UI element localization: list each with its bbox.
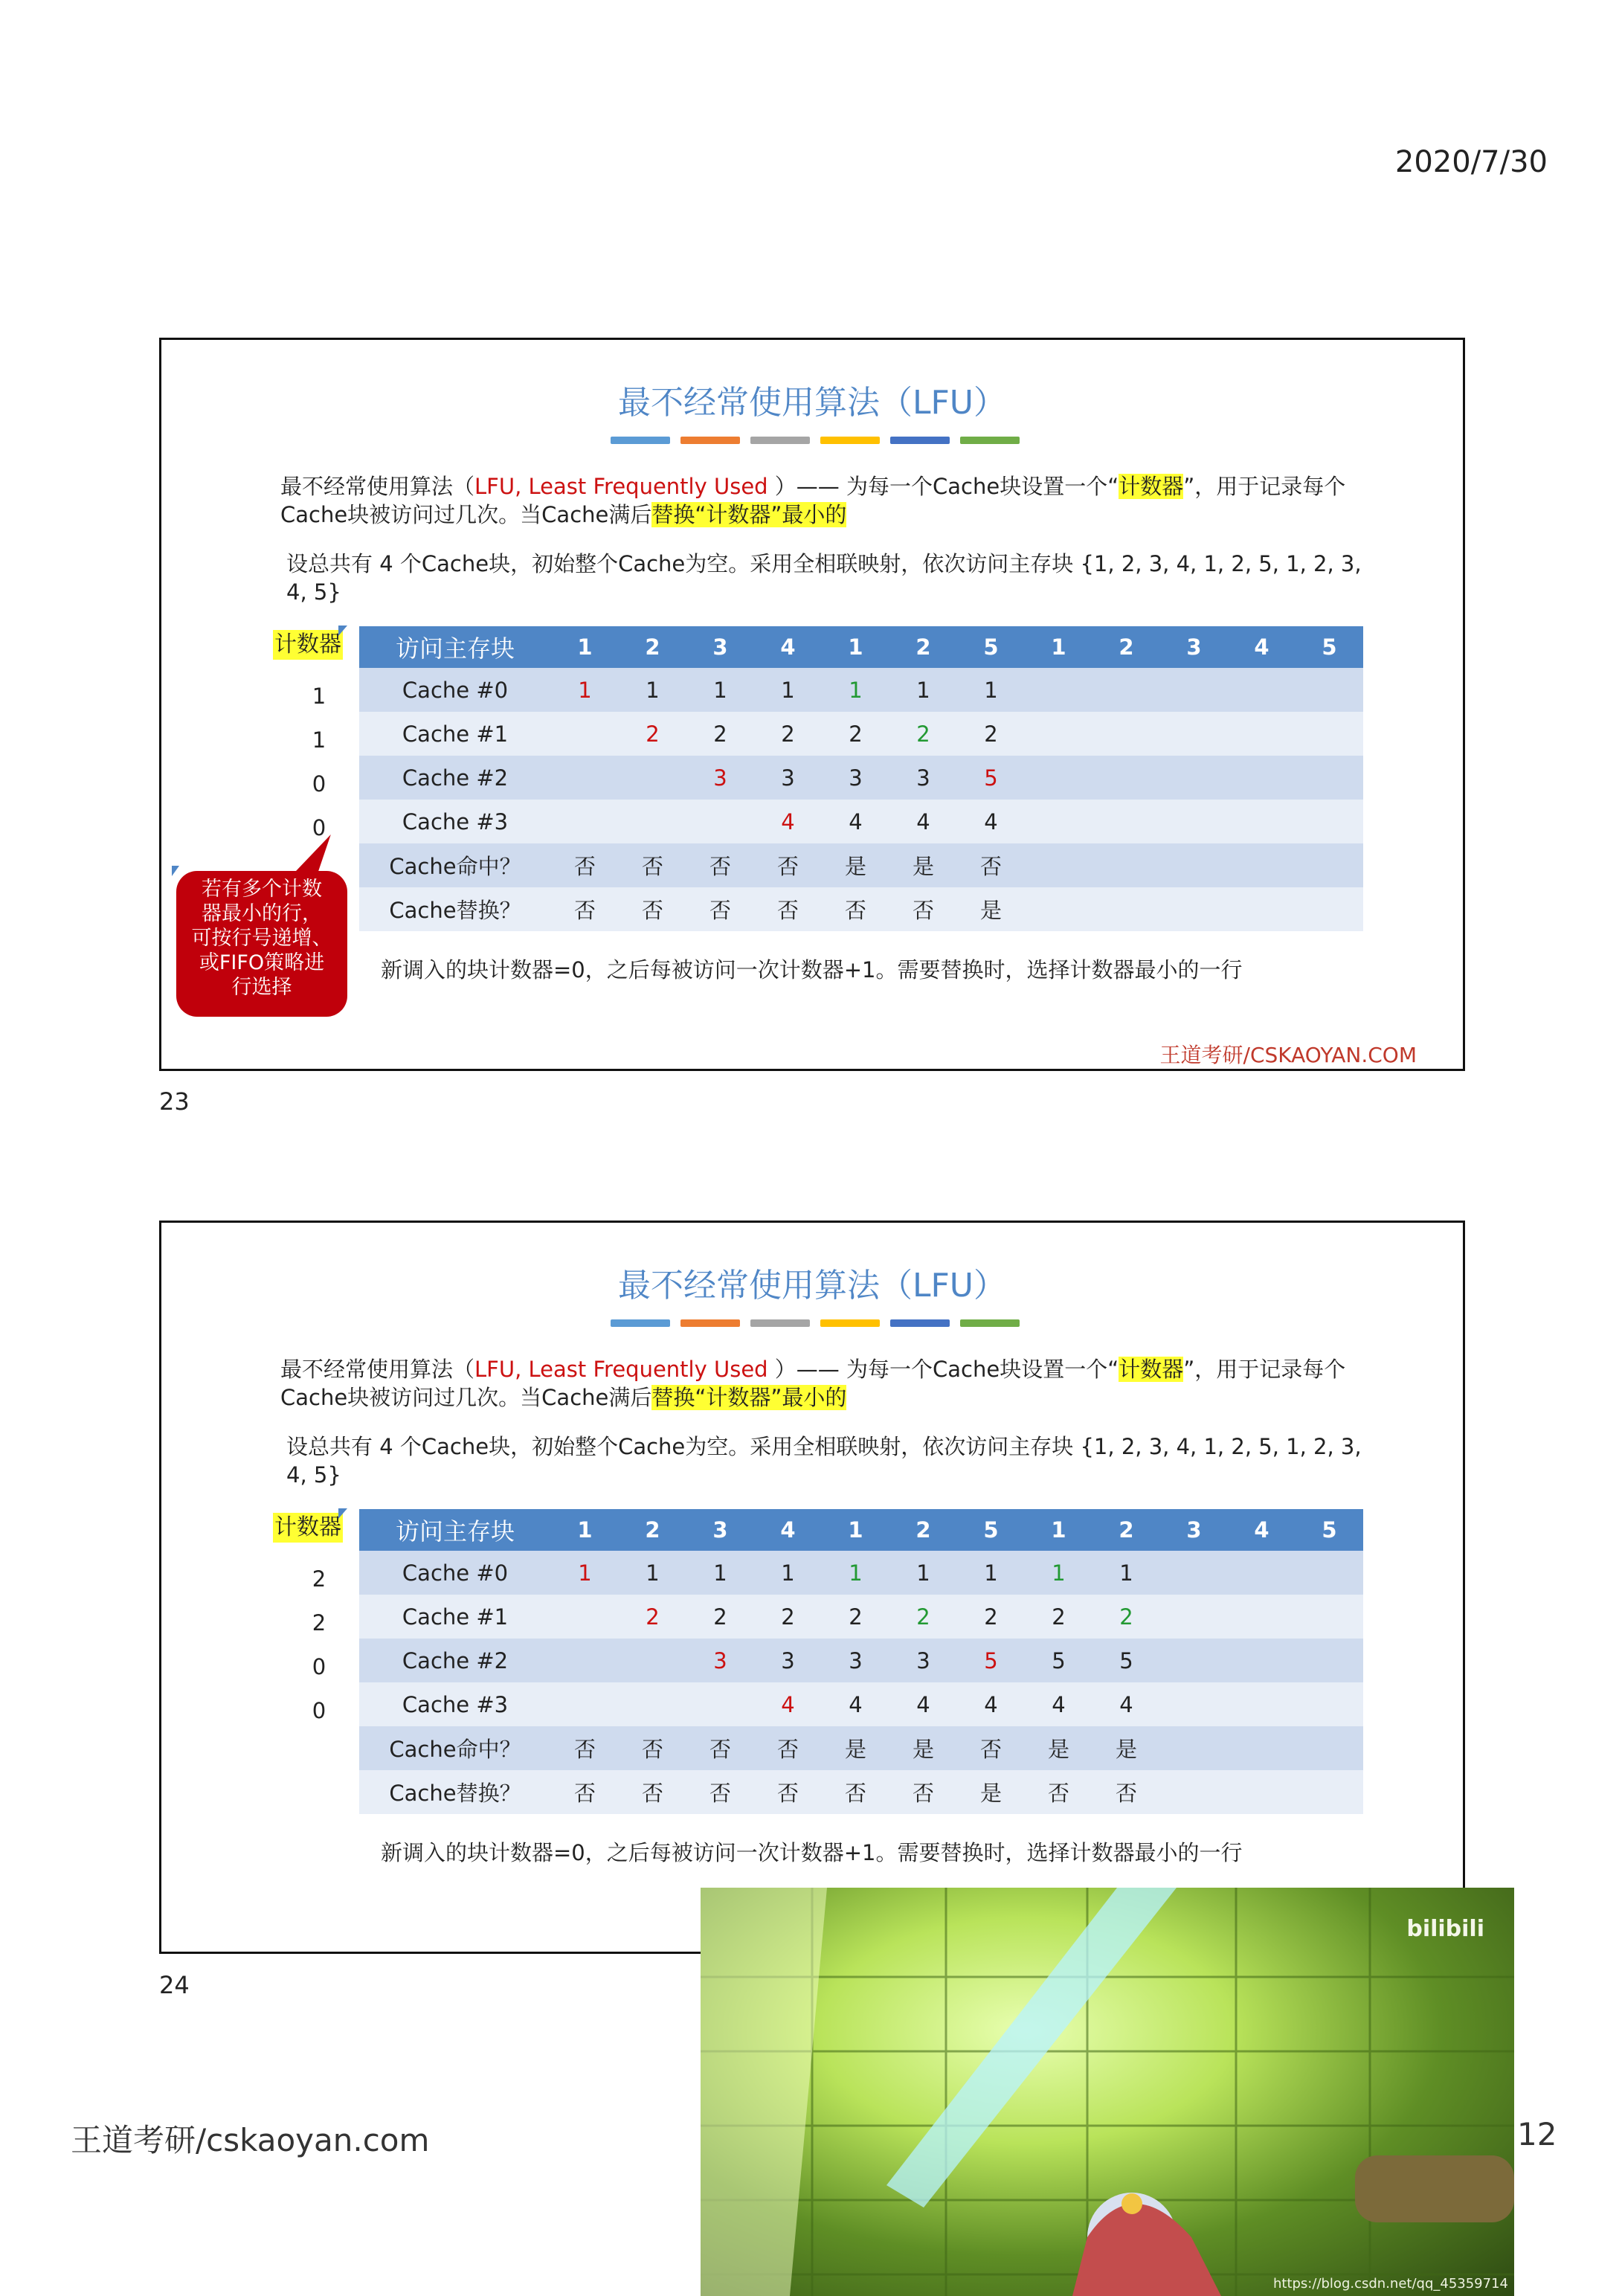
table-row bbox=[359, 887, 1363, 931]
title-bar bbox=[750, 1319, 810, 1327]
table-cell bbox=[1296, 843, 1363, 887]
table-cell bbox=[551, 800, 619, 843]
table-row bbox=[359, 1726, 1363, 1770]
table-cell bbox=[1160, 1682, 1228, 1726]
sequence-cell: 2 bbox=[619, 1509, 686, 1551]
watermark: https://blog.csdn.net/qq_45359714 bbox=[1272, 2276, 1508, 2292]
table-cell bbox=[1092, 887, 1160, 931]
counter-header: 计数器 bbox=[273, 630, 343, 660]
table-cell: 4 bbox=[957, 800, 1025, 843]
title-color-bars bbox=[611, 437, 1020, 444]
table-cell: 1 bbox=[619, 668, 686, 712]
table-row bbox=[359, 668, 1363, 712]
callout-line: 若有多个计数 bbox=[202, 878, 322, 901]
page-number: 23 bbox=[159, 1087, 190, 1116]
table-cell: 3 bbox=[686, 1639, 754, 1682]
sequence-cell: 2 bbox=[889, 626, 957, 668]
table-cell bbox=[686, 800, 754, 843]
table-row bbox=[359, 843, 1363, 887]
table-cell bbox=[619, 1682, 686, 1726]
table-cell bbox=[1160, 1770, 1228, 1814]
desc-highlight: 替换“计数器”最小的 bbox=[651, 502, 847, 527]
table-cell: 否 bbox=[754, 1726, 822, 1770]
table-cell: 3 bbox=[822, 1639, 889, 1682]
table-cell bbox=[1296, 712, 1363, 756]
table-cell bbox=[1296, 1595, 1363, 1639]
desc-text: 最不经常使用算法（ bbox=[280, 1357, 475, 1382]
desc-term: LFU, Least Frequently Used bbox=[474, 1357, 768, 1382]
callout-line: 器最小的行， bbox=[202, 902, 322, 925]
table-cell: 4 bbox=[754, 800, 822, 843]
table-cell: 否 bbox=[754, 1770, 822, 1814]
sequence-cell: 1 bbox=[1025, 1509, 1092, 1551]
table-cell bbox=[1025, 668, 1092, 712]
table-cell bbox=[1296, 1682, 1363, 1726]
table-cell bbox=[1025, 800, 1092, 843]
table-cell: 4 bbox=[1025, 1682, 1092, 1726]
table-cell: 3 bbox=[754, 756, 822, 800]
sequence-cell: 4 bbox=[754, 1509, 822, 1551]
row-label: Cache #0 bbox=[359, 668, 551, 712]
title-bar bbox=[890, 1319, 950, 1327]
table-cell: 否 bbox=[686, 1770, 754, 1814]
table-cell: 否 bbox=[686, 887, 754, 931]
table-cell bbox=[551, 756, 619, 800]
table-cell bbox=[1092, 843, 1160, 887]
table-cell: 5 bbox=[1025, 1639, 1092, 1682]
setup-text: 设总共有 4 个Cache块，初始整个Cache为空。采用全相联映射，依次访问主存块 {1, 2, 3, 4, 1, 2, 5, 1, 2, 3, 4, 5} bbox=[286, 551, 1362, 605]
table-cell: 4 bbox=[822, 1682, 889, 1726]
counter-value: 1 bbox=[312, 684, 326, 709]
table-cell: 否 bbox=[1025, 1770, 1092, 1814]
table-cell: 2 bbox=[957, 1595, 1025, 1639]
table-cell: 否 bbox=[619, 1770, 686, 1814]
table-cell bbox=[1025, 887, 1092, 931]
table-cell bbox=[1296, 887, 1363, 931]
table-cell bbox=[1296, 1726, 1363, 1770]
note-text: 新调入的块计数器=0，之后每被访问一次计数器+1。需要替换时，选择计数器最小的一行 bbox=[381, 957, 1243, 983]
counter-value: 0 bbox=[312, 1698, 326, 1723]
table-cell bbox=[1160, 843, 1228, 887]
counter-value: 2 bbox=[312, 1566, 326, 1592]
sequence-cell: 1 bbox=[822, 626, 889, 668]
table-cell: 1 bbox=[754, 1551, 822, 1595]
title-color-bars bbox=[611, 1319, 1020, 1327]
counter-column bbox=[304, 675, 334, 850]
desc-text: ”，用于记录每个Cache块被访问过几次。当Cache满后 bbox=[280, 474, 1346, 527]
table-cell bbox=[1228, 1595, 1296, 1639]
table-cell: 5 bbox=[957, 756, 1025, 800]
table-cell: 4 bbox=[754, 1682, 822, 1726]
table-cell bbox=[1228, 712, 1296, 756]
table-cell bbox=[1160, 1726, 1228, 1770]
table-cell: 2 bbox=[686, 712, 754, 756]
corner-mark bbox=[338, 626, 347, 636]
table-cell bbox=[1228, 1639, 1296, 1682]
table-cell: 否 bbox=[889, 1770, 957, 1814]
table-cell: 是 bbox=[957, 1770, 1025, 1814]
title-bar bbox=[960, 437, 1020, 444]
footer-page: 12 bbox=[1517, 2116, 1557, 2152]
table-cell: 2 bbox=[754, 712, 822, 756]
table-cell bbox=[1092, 756, 1160, 800]
desc-highlight: 替换“计数器”最小的 bbox=[651, 1385, 847, 1410]
table-cell: 5 bbox=[1092, 1639, 1160, 1682]
table-cell bbox=[1296, 756, 1363, 800]
table-cell bbox=[1296, 1639, 1363, 1682]
sequence-cell: 2 bbox=[1092, 1509, 1160, 1551]
row-label: Cache #0 bbox=[359, 1551, 551, 1595]
title-bar bbox=[890, 437, 950, 444]
table-cell bbox=[619, 1639, 686, 1682]
row-label: Cache替换？ bbox=[359, 887, 551, 931]
table-cell bbox=[1160, 668, 1228, 712]
table-cell: 1 bbox=[619, 1551, 686, 1595]
footer-brand: 王道考研/cskaoyan.com bbox=[71, 2122, 430, 2158]
table-cell: 3 bbox=[889, 756, 957, 800]
title-bar bbox=[611, 437, 670, 444]
table-cell bbox=[1025, 756, 1092, 800]
sequence-cell: 3 bbox=[1160, 626, 1228, 668]
table-cell bbox=[1296, 1770, 1363, 1814]
table-cell: 否 bbox=[754, 843, 822, 887]
row-label: Cache命中？ bbox=[359, 1726, 551, 1770]
sequence-cell: 1 bbox=[1025, 626, 1092, 668]
header-label: 访问主存块 bbox=[359, 626, 551, 668]
table-cell bbox=[1092, 712, 1160, 756]
table-cell: 1 bbox=[822, 1551, 889, 1595]
row-label: Cache #2 bbox=[359, 1639, 551, 1682]
table-cell bbox=[1160, 756, 1228, 800]
sequence-cell: 2 bbox=[1092, 626, 1160, 668]
sequence-cell: 3 bbox=[686, 1509, 754, 1551]
sequence-cell: 2 bbox=[889, 1509, 957, 1551]
table-cell bbox=[1228, 1551, 1296, 1595]
sequence-cell: 4 bbox=[1228, 1509, 1296, 1551]
counter-value: 0 bbox=[312, 1654, 326, 1679]
table-cell: 2 bbox=[619, 712, 686, 756]
table-cell: 1 bbox=[1025, 1551, 1092, 1595]
table-cell: 3 bbox=[822, 756, 889, 800]
table-cell bbox=[551, 712, 619, 756]
counter-header: 计数器 bbox=[273, 1513, 343, 1543]
table-cell: 4 bbox=[889, 800, 957, 843]
lfu-table bbox=[359, 1509, 1363, 1814]
table-row bbox=[359, 1639, 1363, 1682]
slide-23 bbox=[159, 338, 1465, 1071]
table-cell: 4 bbox=[889, 1682, 957, 1726]
header-label: 访问主存块 bbox=[359, 1509, 551, 1551]
table-cell bbox=[1025, 712, 1092, 756]
table-cell bbox=[1228, 1770, 1296, 1814]
table-cell: 1 bbox=[551, 668, 619, 712]
table-cell: 3 bbox=[686, 756, 754, 800]
title-bar bbox=[680, 437, 740, 444]
table-cell: 4 bbox=[1092, 1682, 1160, 1726]
sequence-cell: 1 bbox=[822, 1509, 889, 1551]
desc-text: ”，用于记录每个Cache块被访问过几次。当Cache满后 bbox=[280, 1357, 1346, 1410]
table-cell bbox=[551, 1595, 619, 1639]
table-cell: 是 bbox=[1092, 1726, 1160, 1770]
row-label: Cache #3 bbox=[359, 1682, 551, 1726]
table-cell: 2 bbox=[619, 1595, 686, 1639]
table-cell: 1 bbox=[957, 668, 1025, 712]
table-cell: 否 bbox=[889, 887, 957, 931]
table-cell bbox=[1228, 843, 1296, 887]
table-cell: 1 bbox=[889, 668, 957, 712]
page-number: 24 bbox=[159, 1971, 190, 1999]
bilibili-logo: bilibili bbox=[1406, 1916, 1484, 1942]
lfu-table bbox=[359, 626, 1363, 931]
table-cell: 是 bbox=[822, 1726, 889, 1770]
table-cell bbox=[1228, 1726, 1296, 1770]
table-cell: 否 bbox=[1092, 1770, 1160, 1814]
sequence-cell: 1 bbox=[551, 626, 619, 668]
setup-text: 设总共有 4 个Cache块，初始整个Cache为空。采用全相联映射，依次访问主存块 {1, 2, 3, 4, 1, 2, 5, 1, 2, 3, 4, 5} bbox=[286, 1434, 1362, 1488]
counter-value: 0 bbox=[312, 815, 326, 840]
table-cell: 3 bbox=[889, 1639, 957, 1682]
table-cell: 否 bbox=[957, 843, 1025, 887]
table-cell: 3 bbox=[754, 1639, 822, 1682]
table-cell bbox=[619, 800, 686, 843]
table-cell: 2 bbox=[957, 712, 1025, 756]
table-cell: 4 bbox=[822, 800, 889, 843]
table-cell: 2 bbox=[889, 1595, 957, 1639]
counter-column bbox=[304, 1557, 334, 1733]
table-cell: 1 bbox=[1092, 1551, 1160, 1595]
table-cell bbox=[686, 1682, 754, 1726]
bubble-tail bbox=[294, 835, 338, 873]
desc-text: 最不经常使用算法（ bbox=[280, 474, 475, 499]
sequence-cell: 3 bbox=[1160, 1509, 1228, 1551]
desc-text: ）—— 为每一个Cache块设置一个“ bbox=[767, 474, 1119, 499]
table-cell bbox=[1160, 800, 1228, 843]
table-cell: 1 bbox=[686, 1551, 754, 1595]
table-cell: 否 bbox=[551, 887, 619, 931]
table-cell: 否 bbox=[551, 1726, 619, 1770]
callout-line: 或FIFO策略进 bbox=[199, 951, 325, 974]
table-cell: 是 bbox=[957, 887, 1025, 931]
table-cell bbox=[551, 1682, 619, 1726]
table-row bbox=[359, 1770, 1363, 1814]
table-cell bbox=[1228, 800, 1296, 843]
table-cell: 1 bbox=[822, 668, 889, 712]
table-row bbox=[359, 712, 1363, 756]
table-cell: 否 bbox=[551, 843, 619, 887]
table-cell: 否 bbox=[822, 887, 889, 931]
title-bar bbox=[820, 1319, 880, 1327]
sequence-cell: 3 bbox=[686, 626, 754, 668]
table-cell bbox=[1228, 1682, 1296, 1726]
callout-line: 行选择 bbox=[231, 976, 292, 999]
table-cell: 否 bbox=[822, 1770, 889, 1814]
table-cell: 2 bbox=[754, 1595, 822, 1639]
table-cell: 是 bbox=[822, 843, 889, 887]
desc-text: ）—— 为每一个Cache块设置一个“ bbox=[767, 1357, 1119, 1382]
table-cell bbox=[1296, 1551, 1363, 1595]
table-cell bbox=[1228, 668, 1296, 712]
table-cell: 1 bbox=[957, 1551, 1025, 1595]
table-cell: 2 bbox=[1092, 1595, 1160, 1639]
row-label: Cache替换？ bbox=[359, 1770, 551, 1814]
table-cell: 是 bbox=[889, 843, 957, 887]
table-row bbox=[359, 800, 1363, 843]
table-cell: 否 bbox=[619, 1726, 686, 1770]
table-cell: 5 bbox=[957, 1639, 1025, 1682]
table-cell: 否 bbox=[619, 843, 686, 887]
table-cell bbox=[1160, 1639, 1228, 1682]
sequence-cell: 5 bbox=[1296, 1509, 1363, 1551]
counter-value: 2 bbox=[312, 1610, 326, 1636]
video-frame-art bbox=[701, 1888, 1514, 2296]
sequence-cell: 1 bbox=[551, 1509, 619, 1551]
table-cell: 否 bbox=[551, 1770, 619, 1814]
table-cell: 4 bbox=[957, 1682, 1025, 1726]
callout-line: 可按行号递增、 bbox=[191, 927, 332, 950]
sequence-cell: 5 bbox=[1296, 626, 1363, 668]
desc-highlight: 计数器 bbox=[1119, 474, 1184, 499]
brand-text: 王道考研/CSKAOYAN.COM bbox=[1159, 1043, 1417, 1067]
table-cell: 1 bbox=[551, 1551, 619, 1595]
table-cell bbox=[1296, 800, 1363, 843]
table-row bbox=[359, 1551, 1363, 1595]
table-cell bbox=[1228, 887, 1296, 931]
sequence-cell: 4 bbox=[1228, 626, 1296, 668]
corner-mark bbox=[338, 1508, 347, 1519]
slide-title: 最不经常使用算法（LFU） bbox=[617, 1267, 1007, 1305]
table-cell bbox=[1160, 1595, 1228, 1639]
row-label: Cache命中？ bbox=[359, 843, 551, 887]
table-cell: 是 bbox=[889, 1726, 957, 1770]
title-bar bbox=[750, 437, 810, 444]
slide-title: 最不经常使用算法（LFU） bbox=[617, 384, 1007, 422]
desc-term: LFU, Least Frequently Used bbox=[474, 474, 768, 499]
slide-24 bbox=[159, 1221, 1465, 1954]
table-cell: 2 bbox=[822, 712, 889, 756]
table-cell: 2 bbox=[1025, 1595, 1092, 1639]
tie-break-callout bbox=[176, 871, 347, 1017]
table-cell: 2 bbox=[822, 1595, 889, 1639]
row-label: Cache #3 bbox=[359, 800, 551, 843]
title-bar bbox=[680, 1319, 740, 1327]
video-overlay[interactable] bbox=[701, 1888, 1514, 2296]
table-cell: 是 bbox=[1025, 1726, 1092, 1770]
table-cell: 2 bbox=[889, 712, 957, 756]
lfu-description bbox=[280, 472, 1366, 529]
title-bar bbox=[611, 1319, 670, 1327]
sequence-cell: 5 bbox=[957, 1509, 1025, 1551]
note-text: 新调入的块计数器=0，之后每被访问一次计数器+1。需要替换时，选择计数器最小的一行 bbox=[381, 1840, 1243, 1865]
table-cell: 否 bbox=[686, 843, 754, 887]
table-cell: 1 bbox=[889, 1551, 957, 1595]
table-cell bbox=[1296, 668, 1363, 712]
table-cell bbox=[1228, 756, 1296, 800]
table-row bbox=[359, 1682, 1363, 1726]
table-cell: 2 bbox=[686, 1595, 754, 1639]
table-cell bbox=[1160, 887, 1228, 931]
table-cell: 否 bbox=[686, 1726, 754, 1770]
table-cell bbox=[1092, 668, 1160, 712]
table-cell: 否 bbox=[619, 887, 686, 931]
title-bar bbox=[820, 437, 880, 444]
table-header-row bbox=[359, 626, 1363, 668]
sequence-cell: 5 bbox=[957, 626, 1025, 668]
table-cell bbox=[619, 756, 686, 800]
table-cell bbox=[1160, 1551, 1228, 1595]
desc-highlight: 计数器 bbox=[1119, 1357, 1184, 1382]
table-cell bbox=[1092, 800, 1160, 843]
table-cell bbox=[1160, 712, 1228, 756]
row-label: Cache #1 bbox=[359, 712, 551, 756]
title-bar bbox=[960, 1319, 1020, 1327]
page-date: 2020/7/30 bbox=[1394, 145, 1548, 179]
row-label: Cache #1 bbox=[359, 1595, 551, 1639]
counter-value: 1 bbox=[312, 727, 326, 753]
row-label: Cache #2 bbox=[359, 756, 551, 800]
table-cell: 1 bbox=[686, 668, 754, 712]
corner-mark bbox=[172, 866, 179, 876]
table-cell bbox=[1025, 843, 1092, 887]
lfu-description bbox=[280, 1355, 1366, 1412]
table-cell bbox=[551, 1639, 619, 1682]
table-row bbox=[359, 1595, 1363, 1639]
counter-value: 0 bbox=[312, 771, 326, 797]
sequence-cell: 2 bbox=[619, 626, 686, 668]
table-cell: 否 bbox=[957, 1726, 1025, 1770]
sequence-cell: 4 bbox=[754, 626, 822, 668]
table-header-row bbox=[359, 1509, 1363, 1551]
table-cell: 否 bbox=[754, 887, 822, 931]
table-cell: 1 bbox=[754, 668, 822, 712]
table-row bbox=[359, 756, 1363, 800]
